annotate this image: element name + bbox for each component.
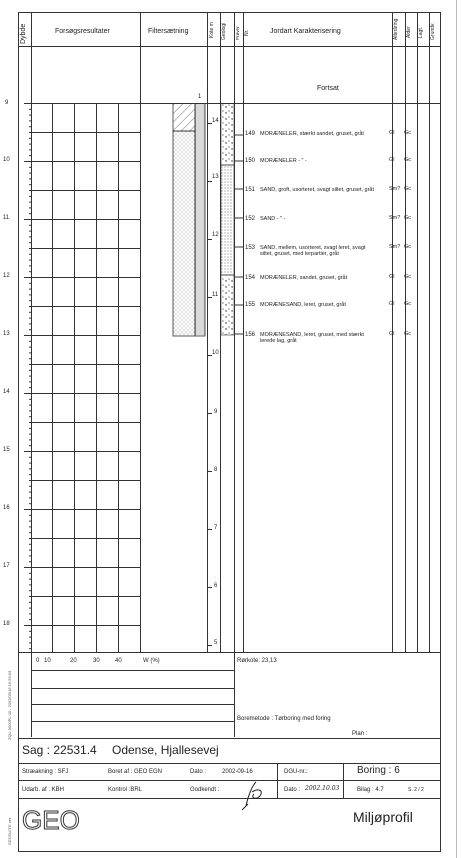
- location: Odense, Hjallesevej: [112, 743, 219, 757]
- approved-date-label: Dato :: [284, 787, 301, 793]
- remarks-text: Rørkote: 23,13: [237, 658, 277, 664]
- test-results-grid: [31, 103, 141, 653]
- depth-tick-label: 17: [3, 563, 10, 569]
- layer-age: Gc: [404, 215, 412, 221]
- depth-tick-label: 10: [3, 157, 10, 163]
- depth-tick-label: 14: [3, 389, 10, 395]
- tests-header: Forsøgsresultater: [55, 28, 110, 35]
- depth-ticks: [18, 103, 32, 653]
- geology-header: Geologi: [221, 22, 227, 40]
- depth-header: Dybde: [20, 23, 27, 44]
- filter-header: Filtersætning: [148, 28, 189, 35]
- boring-number: Boring : 6: [357, 765, 400, 776]
- layer-age: Gc: [404, 186, 412, 192]
- layer-nr: 149: [245, 131, 256, 137]
- layer-description: SAND, groft, usorteret, svagt siltet, gruset, gråt: [260, 187, 375, 193]
- scale-tick: 10: [44, 658, 51, 664]
- kote-tick-label: 14: [212, 118, 219, 124]
- depth-tick-label: 13: [3, 331, 10, 337]
- drilling-method: Boremetode : Tørboring med foring: [237, 716, 331, 722]
- depth-tick-label: 16: [3, 505, 10, 511]
- info-left-border: [31, 652, 32, 737]
- kote-tick-label: 8: [214, 467, 218, 473]
- side-code: ZQU-9000PL 00 - 2002/09/18 16:59:03: [7, 670, 12, 740]
- attachment: Bilag : 4.7: [357, 787, 384, 793]
- remarks-divider: [234, 652, 235, 737]
- approved-date-value: 2002.10.03: [305, 785, 340, 792]
- layer-nr: 152: [245, 216, 256, 222]
- layer-age: Gc: [404, 157, 412, 163]
- kote-tick-label: 9: [214, 409, 218, 415]
- kote-tick-label: 12: [212, 232, 219, 238]
- signature: [236, 778, 278, 812]
- layer-description: MORÆNELER - " -: [260, 158, 307, 164]
- kote-tick-label: 7: [214, 525, 218, 531]
- filter-column: [141, 103, 207, 653]
- title-rule: [18, 780, 441, 781]
- layer-nr: 153: [245, 245, 256, 251]
- title-rule: [18, 738, 441, 739]
- layer-nr: 150: [245, 158, 256, 164]
- header-rule: [18, 46, 441, 47]
- depth-tick-label: 9: [5, 100, 9, 106]
- layer-origin: Sm?: [389, 186, 401, 192]
- approved-label: Godkendt :: [190, 787, 220, 793]
- layer-origin: Sm?: [389, 215, 401, 221]
- age-header: Alder: [406, 26, 412, 38]
- drilled-by: Boret af : GEO EGN: [108, 769, 163, 775]
- info-rule: [31, 688, 234, 689]
- layer-nr: 155: [245, 302, 256, 308]
- layer-age: Gc: [404, 244, 412, 250]
- top-marker: 1: [198, 94, 202, 100]
- layer-description: SAND - " -: [260, 216, 286, 222]
- plan-label: Plan :: [352, 731, 368, 737]
- scale-tick: 40: [115, 658, 122, 664]
- continued-label: Fortsat: [317, 85, 339, 92]
- kote-tick-label: 13: [212, 174, 219, 180]
- depth-tick-label: 12: [3, 273, 10, 279]
- scale-tick: 30: [93, 658, 100, 664]
- info-rule: [31, 670, 234, 671]
- sample-markers: [234, 103, 244, 343]
- layer-age: Gc: [404, 301, 412, 307]
- nr-header: Nr.: [244, 29, 250, 36]
- geo-logo: [20, 803, 90, 833]
- strata-by: Stræakning : SFJ: [22, 769, 69, 775]
- svg-text:GEO: GEO: [22, 805, 80, 833]
- control-by: Kontrol :BRL: [108, 787, 143, 793]
- filter-sand: [173, 131, 195, 336]
- title-divider: [343, 763, 344, 798]
- layer-nr: 151: [245, 187, 256, 193]
- layer-origin: Gl: [389, 301, 395, 307]
- date-value: 2002-09-16: [222, 769, 253, 775]
- layer-origin: Gl: [389, 331, 395, 337]
- scale-unit: W (%): [143, 658, 160, 664]
- scale-row-rule: [18, 652, 441, 653]
- layer-origin: Sm?: [389, 244, 401, 250]
- layer-description: SAND, mellem, usorteret, svagt leret, svagt siltet, gruset, med lerpartier, gråt: [260, 245, 366, 258]
- layer-age: Gc: [404, 331, 412, 337]
- layer-description: MORÆNELER, stærkt sandet, gruset, gråt: [260, 131, 364, 137]
- page-edge: [456, 0, 457, 858]
- title-rule: [18, 798, 441, 799]
- layer-description: MORÆNELER, sandet, gruset, gråt: [260, 275, 348, 281]
- kote-tick-label: 10: [212, 350, 219, 356]
- kote-tick-label: 5: [214, 640, 218, 646]
- divider: [417, 12, 418, 652]
- kote-axis: [207, 103, 220, 653]
- info-rule: [31, 721, 234, 722]
- groundwater-header: Grundv.: [430, 22, 436, 40]
- filter-screen: [195, 103, 205, 336]
- prepared-by: Udarb. af : KBH: [22, 787, 65, 793]
- case-number: Sag : 22531.4: [22, 743, 97, 757]
- scale-tick: 20: [70, 658, 77, 664]
- layer-description: MORÆNESAND, leret, gruset, med stærkt lerede lag, gråt: [260, 332, 364, 345]
- layer-age: Gc: [404, 274, 412, 280]
- origin-header: Alteråring: [393, 18, 399, 40]
- title-rule: [18, 763, 441, 764]
- profile-title: Miljøprofil: [353, 809, 413, 825]
- kote-tick-label: 6: [214, 583, 218, 589]
- divider: [429, 12, 430, 652]
- depth-tick-label: 11: [3, 215, 10, 221]
- layer-origin: Gl: [389, 274, 395, 280]
- geology-column: [221, 103, 234, 343]
- dgu-number: DGU-nr.:: [284, 769, 308, 775]
- date-label: Dato :: [190, 769, 207, 775]
- filter-bentonite: [173, 103, 195, 131]
- kote-header: Kote m: [209, 22, 215, 38]
- position-header: Lagt.: [418, 26, 424, 38]
- layer-origin: Gl: [389, 130, 395, 136]
- page-number: S. 2 / 2: [408, 787, 424, 793]
- layer-description: MORÆNESAND, leret, gruset, gråt: [260, 302, 346, 308]
- depth-tick-label: 18: [3, 621, 10, 627]
- layer-age: Gc: [404, 130, 412, 136]
- scale-tick: 0: [36, 658, 40, 664]
- layer-origin: Gl: [389, 157, 395, 163]
- samples-header: Prøver: [235, 26, 240, 40]
- soil-header: Jordart Karakterisering: [270, 28, 341, 35]
- depth-tick-label: 15: [3, 447, 10, 453]
- info-rule: [31, 704, 234, 705]
- kote-tick-label: 11: [212, 292, 219, 298]
- layer-nr: 156: [245, 332, 256, 338]
- layer-nr: 154: [245, 275, 256, 281]
- side-code-2: GEOSUITE ver.: [7, 816, 12, 845]
